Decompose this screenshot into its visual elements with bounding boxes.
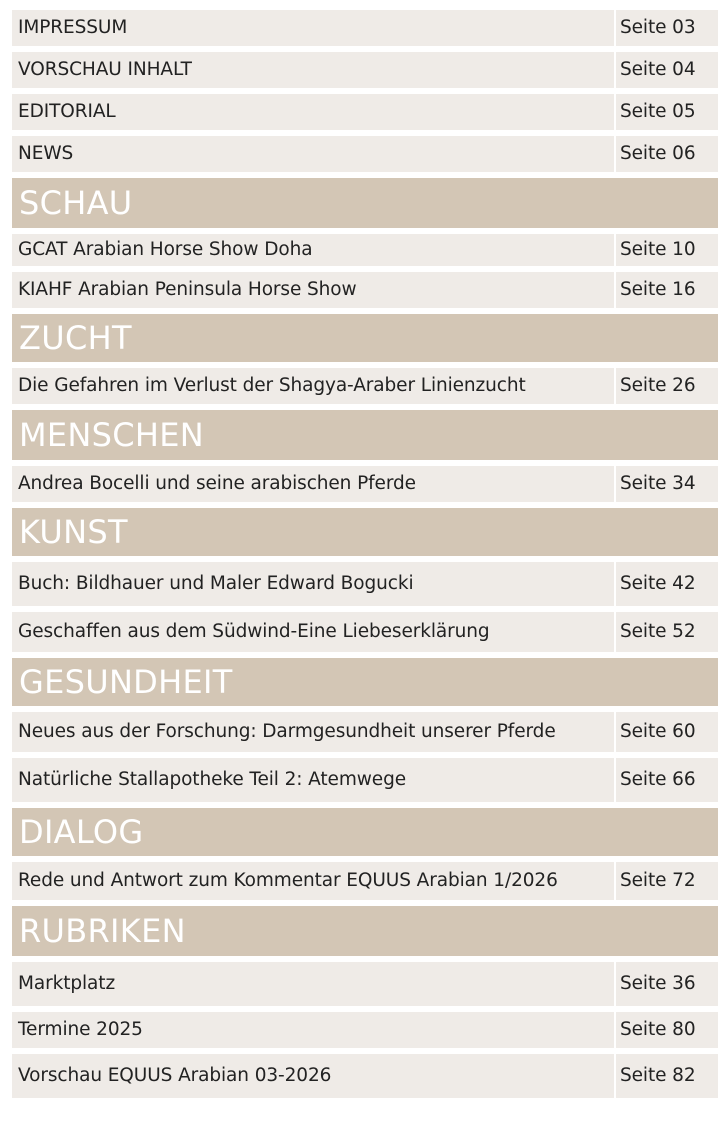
toc-entry-title: Buch: Bildhauer und Maler Edward Bogucki	[18, 573, 414, 594]
toc-entry-title: NEWS	[18, 143, 74, 164]
toc-entry[interactable]	[12, 612, 718, 652]
section-heading: ZUCHT	[12, 314, 718, 362]
section-heading: DIALOG	[12, 808, 718, 856]
toc-entry-page: Seite 66	[614, 758, 712, 802]
toc-entry-title: Rede und Antwort zum Kommentar EQUUS Arabian 1/2026	[18, 870, 558, 891]
section-heading: RUBRIKEN	[12, 906, 718, 956]
toc-entry-page: Seite 80	[614, 1012, 712, 1048]
table-of-contents	[12, 10, 718, 1104]
toc-entry[interactable]	[12, 136, 718, 172]
toc-entry-title: Natürliche Stallapotheke Teil 2: Atemwege	[18, 769, 406, 790]
toc-entry-page: Seite 04	[614, 52, 712, 88]
toc-entry-title: Neues aus der Forschung: Darmgesundheit unserer Pferde	[18, 721, 556, 742]
toc-entry[interactable]	[12, 562, 718, 606]
toc-entry-page: Seite 82	[614, 1054, 712, 1098]
toc-entry-title: KIAHF Arabian Peninsula Horse Show	[18, 279, 357, 300]
toc-entry-page: Seite 42	[614, 562, 712, 606]
toc-entry[interactable]	[12, 862, 718, 900]
toc-entry[interactable]	[12, 234, 718, 266]
toc-entry-title: Marktplatz	[18, 973, 116, 994]
toc-entry[interactable]	[12, 962, 718, 1006]
toc-entry[interactable]	[12, 466, 718, 502]
toc-entry-page: Seite 06	[614, 136, 712, 172]
toc-entry[interactable]	[12, 272, 718, 308]
toc-entry-page: Seite 60	[614, 712, 712, 752]
toc-entry[interactable]	[12, 52, 718, 88]
toc-entry[interactable]	[12, 1054, 718, 1098]
toc-entry-title: Termine 2025	[18, 1019, 143, 1040]
toc-entry-page: Seite 10	[614, 234, 712, 266]
toc-entry-page: Seite 52	[614, 612, 712, 652]
toc-entry-title: Andrea Bocelli und seine arabischen Pferde	[18, 473, 416, 494]
toc-entry[interactable]	[12, 94, 718, 130]
toc-entry[interactable]	[12, 758, 718, 802]
section-heading: SCHAU	[12, 178, 718, 228]
toc-entry-title: IMPRESSUM	[18, 17, 128, 38]
toc-entry-page: Seite 16	[614, 272, 712, 308]
toc-entry-page: Seite 26	[614, 368, 712, 404]
toc-entry[interactable]	[12, 10, 718, 46]
toc-entry[interactable]	[12, 712, 718, 752]
toc-entry-title: GCAT Arabian Horse Show Doha	[18, 239, 313, 260]
toc-entry[interactable]	[12, 368, 718, 404]
section-heading: MENSCHEN	[12, 410, 718, 460]
toc-entry-title: Die Gefahren im Verlust der Shagya-Araber Linienzucht	[18, 375, 526, 396]
toc-entry-page: Seite 34	[614, 466, 712, 502]
toc-entry-title: Geschaffen aus dem Südwind-Eine Liebeserklärung	[18, 621, 490, 642]
toc-entry-page: Seite 03	[614, 10, 712, 46]
toc-entry-page: Seite 36	[614, 962, 712, 1006]
section-heading: KUNST	[12, 508, 718, 556]
toc-entry-title: Vorschau EQUUS Arabian 03-2026	[18, 1065, 332, 1086]
section-heading: GESUNDHEIT	[12, 658, 718, 706]
toc-entry-title: EDITORIAL	[18, 101, 116, 122]
toc-entry[interactable]	[12, 1012, 718, 1048]
toc-entry-page: Seite 05	[614, 94, 712, 130]
toc-entry-page: Seite 72	[614, 862, 712, 900]
toc-entry-title: VORSCHAU INHALT	[18, 59, 192, 80]
